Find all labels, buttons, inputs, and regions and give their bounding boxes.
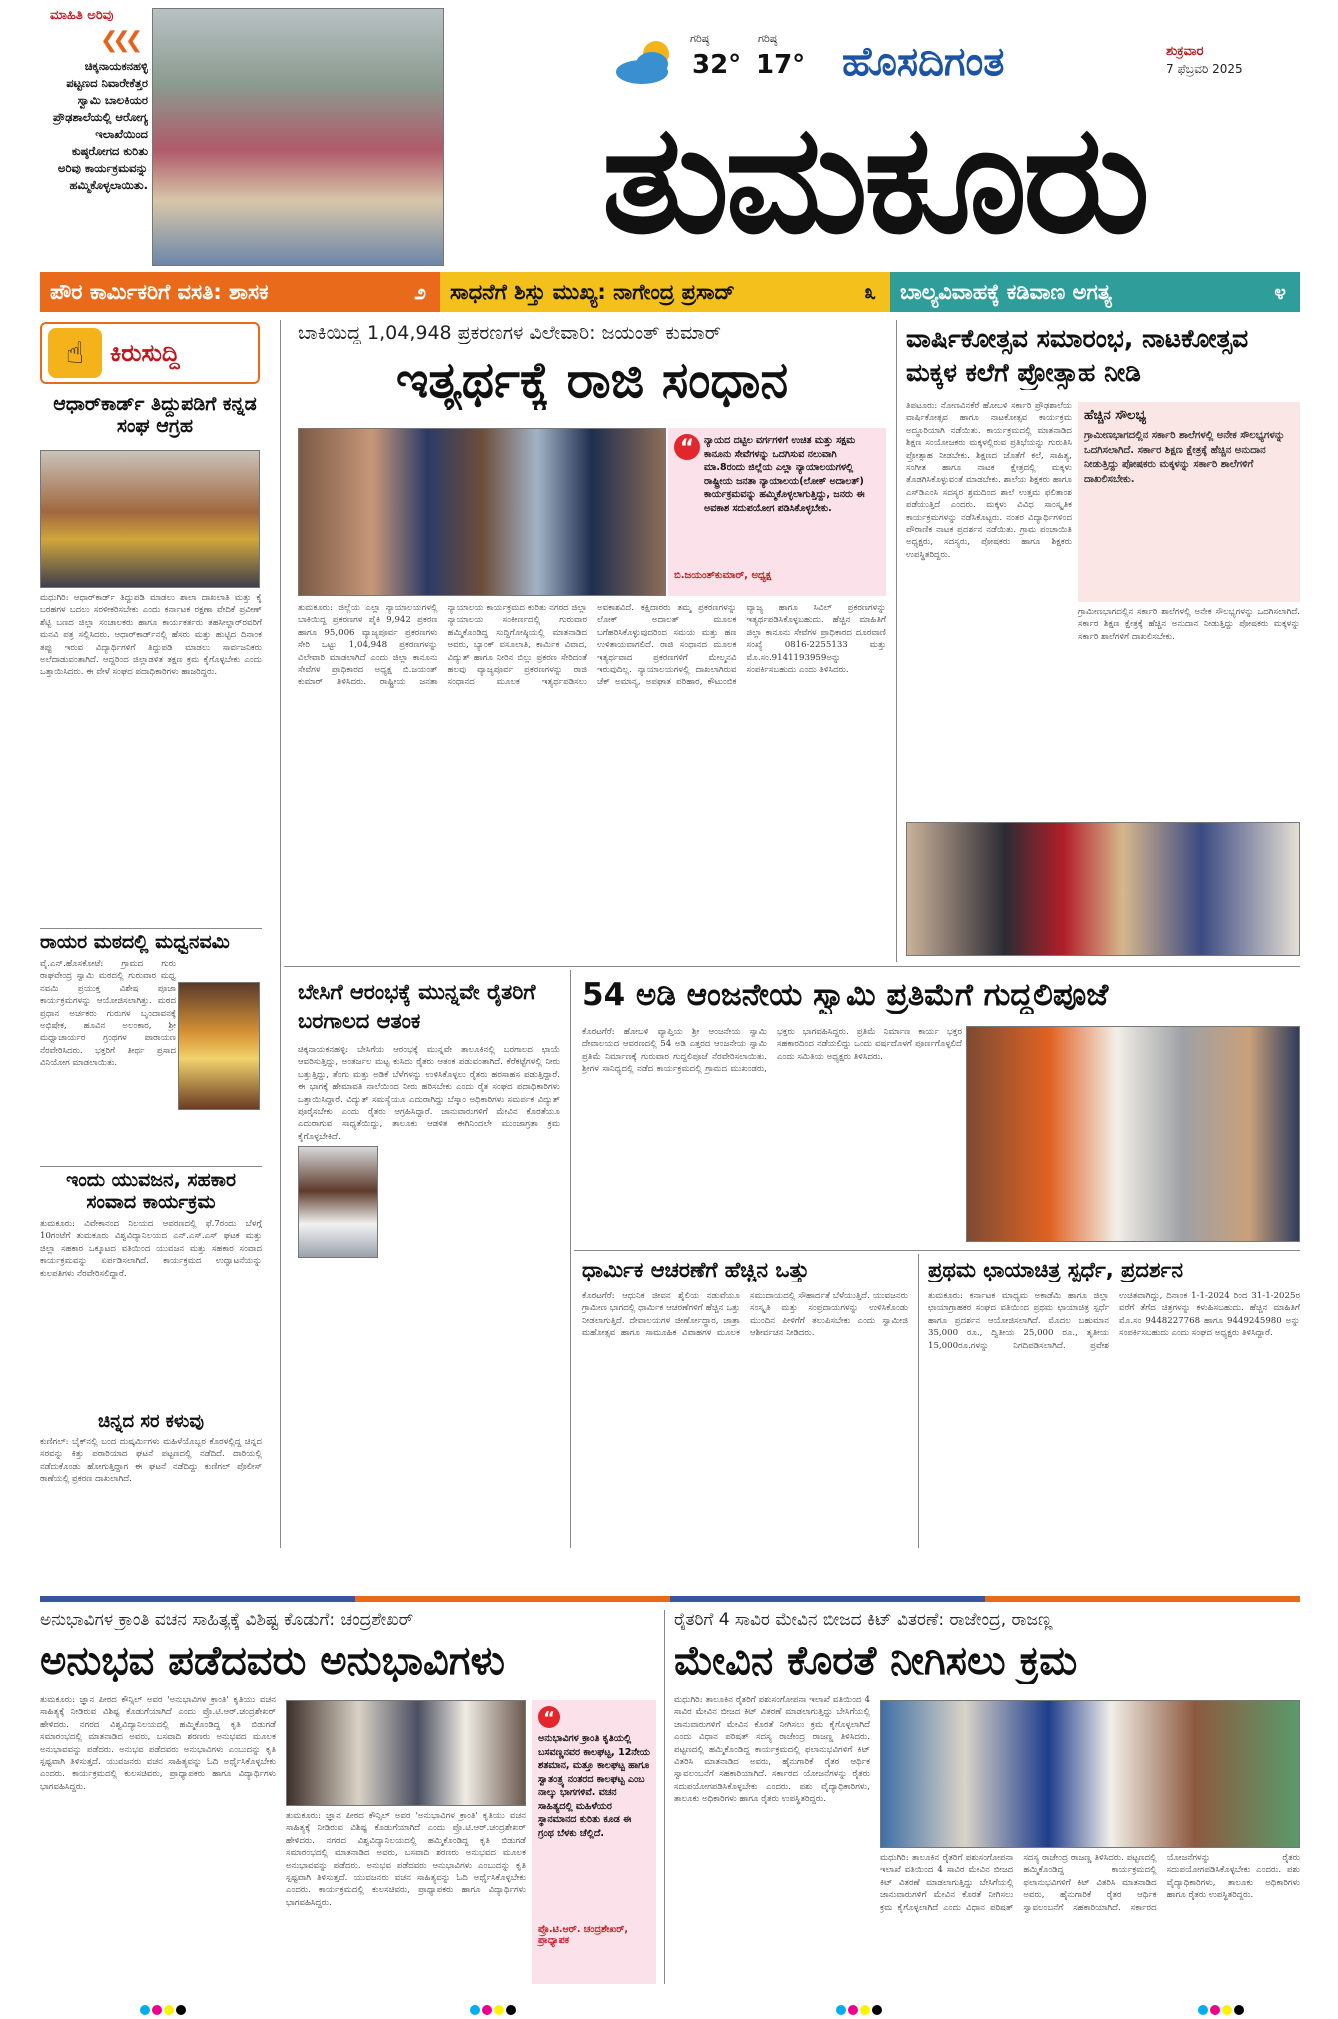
left-rule [40,928,262,929]
index-page-number: ೪ [1274,279,1286,304]
temp-max-label: ಗರಿಷ್ಠ [690,32,710,45]
temp-min: 17° [756,50,806,80]
lead-quote-author: ಬಿ.ಜಯಂತ್‌ಕುಮಾರ್, ಅಧ್ಯಕ್ಷ [674,570,772,581]
right-top-body-cont: ಗ್ರಾಮೀಣಭಾಗದಲ್ಲಿನ ಸರ್ಕಾರಿ ಶಾಲೆಗಳಲ್ಲಿ ಅನೇಕ ಸೌಲಭ್ಯಗಳನ್ನು ಒದಗಿಸಲಾಗಿದೆ. ಸರ್ಕಾರ ಶಿಕ್ಷಣ ಕ್ಷೇತ್ರಕ್ಕೆ ಹೆಚ್ಚಿನ ಅನುದಾನ ನೀಡುತ್ತಿದ್ದು ಪೋಷಕರು ಮಕ್ಕಳನ್ನು ಸರ್ಕಾರಿ ಶಾಲೆಗಳಿಗೆ ದಾಖಲಿಸಬೇಕು. [1078,607,1300,642]
right-top-box-title: ಹೆಚ್ಚಿನ ಸೌಲಭ್ಯ [1084,408,1147,423]
index-band-title: ಬಾಲ್ಯವಿವಾಹಕ್ಕೆ ಕಡಿವಾಣ ಅಗತ್ಯ [900,279,1112,304]
temp-max: 32° [692,50,742,80]
bottom-right-body-2: ಮಧುಗಿರಿ: ತಾಲೂಕಿನ ರೈತರಿಗೆ ಪಶುಸಂಗೋಪನಾ ಇಲಾಖೆ ವತಿಯಿಂದ 4 ಸಾವಿರ ಮೇವಿನ ಬೀಜದ ಕಿಟ್ ವಿತರಣೆ ಮಾಡಲಾಗುತ್ತಿದ್ದು ಬೇಸಿಗೆಯಲ್ಲಿ ಜಾನುವಾರುಗಳಿಗೆ ಮೇವಿನ ಕೊರತೆ ನೀಗಿಸಲು ಕ್ರಮ ಕೈಗೊಳ್ಳಲಾಗಿದೆ ಎಂದು ವಿಧಾನ ಪರಿಷತ್ ಸದಸ್ಯ ರಾಜೇಂದ್ರ ರಾಜಣ್ಣ ತಿಳಿಸಿದರು. ಪಟ್ಟಣದಲ್ಲಿ ಹಮ್ಮಿಕೊಂಡಿದ್ದ ಕಾರ್ಯಕ್ರಮದಲ್ಲಿ ಫಲಾನುಭವಿಗಳಿಗೆ ಕಿಟ್ ವಿತರಿಸಿ ಮಾತನಾಡಿದ ಅವರು, ಹೈನುಗಾರಿಕೆ ರೈತರ ಆರ್ಥಿಕ ಸ್ವಾವಲಂಬನೆಗೆ ಸಹಕಾರಿಯಾಗಿದೆ. ಸರ್ಕಾರದ ಯೋಜನೆಗಳನ್ನು ರೈತರು ಸದುಪಯೋಗಪಡಿಸಿಕೊಳ್ಳಬೇಕು ಎಂದರು. ಪಶು ವೈದ್ಯಾಧಿಕಾರಿಗಳು, ತಾಲೂಕು ಅಧಿಕಾರಿಗಳು ಹಾಗೂ ರೈತರು ಉಪಸ್ಥಿತರಿದ್ದರು. [880,1853,1300,1913]
bottom-left-quote-author: ಪ್ರೊ.ಟಿ.ಆರ್. ಚಂದ್ರಶೇಖರ್, ಪ್ರಾಧ್ಯಾಪಕ [538,1924,628,1946]
bottom-left-quote-box [532,1700,656,1984]
left-headline-4: ಚಿನ್ನದ ಸರ ಕಳುವು [97,1412,205,1432]
chevron-icons: ❮❮❮ [100,28,138,53]
quote-icon: “ [538,1706,560,1728]
farm-body: ಚಿಕ್ಕನಾಯಕನಹಳ್ಳಿ: ಬೇಸಿಗೆಯ ಆರಂಭಕ್ಕೆ ಮುನ್ನವೇ ತಾಲೂಕಿನಲ್ಲಿ ಬರಗಾಲದ ಛಾಯೆ ಆವರಿಸುತ್ತಿದ್ದು, ಅಂತರ್ಜಲ ಮಟ್ಟ ಕುಸಿದು ರೈತರು ಆತಂಕ ಪಡುವಂತಾಗಿದೆ. ಕೆರೆಕಟ್ಟೆಗಳಲ್ಲಿ ನೀರು ಬತ್ತುತ್ತಿದ್ದು, ತೆಂಗು ಮತ್ತು ಅಡಿಕೆ ಬೆಳೆಗಳನ್ನು ಉಳಿಸಿಕೊಳ್ಳಲು ರೈತರು ಹರಸಾಹಸ ಪಡುತ್ತಿದ್ದಾರೆ. ಈ ಭಾಗಕ್ಕೆ ಹೇಮಾವತಿ ನಾಲೆಯಿಂದ ನೀರು ಹರಿಸಬೇಕು ಎಂದು ರೈತ ಸಂಘದ ಪದಾಧಿಕಾರಿಗಳು ಒತ್ತಾಯಿಸಿದ್ದಾರೆ. ವಿದ್ಯುತ್ ಸಮಸ್ಯೆಯೂ ಎದುರಾಗಿದ್ದು ಬೆಸ್ಕಾಂ ಅಧಿಕಾರಿಗಳು ಸಮರ್ಪಕ ವಿದ್ಯುತ್ ಪೂರೈಸಬೇಕು ಎಂದು ರೈತರು ಆಗ್ರಹಿಸಿದ್ದಾರೆ. ಜಾನುವಾರುಗಳಿಗೆ ಮೇವಿನ ಕೊರತೆಯೂ ಎದುರಾಗುವ ಸಾಧ್ಯತೆಯಿದ್ದು, ತಾಲೂಕು ಆಡಳಿತ ಈಗಿನಿಂದಲೇ ಮುಂಜಾಗ್ರತಾ ಕ್ರಮ ಕೈಗೊಳ್ಳಬೇಕಿದೆ. [298,1045,560,1142]
quote-icon: “ [674,434,700,460]
farm-headline: ಬೇಸಿಗೆ ಆರಂಭಕ್ಕೆ ಮುನ್ನವೇ ರೈತರಿಗೆ ಬರಗಾಲದ ಆತಂಕ [298,980,536,1033]
column-rule [896,320,897,962]
bottom-right-body: ಮಧುಗಿರಿ: ತಾಲೂಕಿನ ರೈತರಿಗೆ ಪಶುಸಂಗೋಪನಾ ಇಲಾಖೆ ವತಿಯಿಂದ 4 ಸಾವಿರ ಮೇವಿನ ಬೀಜದ ಕಿಟ್ ವಿತರಣೆ ಮಾಡಲಾಗುತ್ತಿದ್ದು ಬೇಸಿಗೆಯಲ್ಲಿ ಜಾನುವಾರುಗಳಿಗೆ ಮೇವಿನ ಕೊರತೆ ನೀಗಿಸಲು ಕ್ರಮ ಕೈಗೊಳ್ಳಲಾಗಿದೆ ಎಂದು ವಿಧಾನ ಪರಿಷತ್ ಸದಸ್ಯ ರಾಜೇಂದ್ರ ರಾಜಣ್ಣ ತಿಳಿಸಿದರು. ಪಟ್ಟಣದಲ್ಲಿ ಹಮ್ಮಿಕೊಂಡಿದ್ದ ಕಾರ್ಯಕ್ರಮದಲ್ಲಿ ಫಲಾನುಭವಿಗಳಿಗೆ ಕಿಟ್ ವಿತರಿಸಿ ಮಾತನಾಡಿದ ಅವರು, ಹೈನುಗಾರಿಕೆ ರೈತರ ಆರ್ಥಿಕ ಸ್ವಾವಲಂಬನೆಗೆ ಸಹಕಾರಿಯಾಗಿದೆ. ಸರ್ಕಾರದ ಯೋಜನೆಗಳನ್ನು ರೈತರು ಸದುಪಯೋಗಪಡಿಸಿಕೊಳ್ಳಬೇಕು ಎಂದರು. ಪಶು ವೈದ್ಯಾಧಿಕಾರಿಗಳು, ತಾಲೂಕು ಅಧಿಕಾರಿಗಳು ಹಾಗೂ ರೈತರು ಉಪಸ್ಥಿತರಿದ್ದರು. [674,1695,870,1805]
index-band-title: ಪೌರ ಕಾರ್ಮಿಕರಿಗೆ ವಸತಿ: ಶಾಸಕ [50,279,269,304]
temp-min-label: ಗರಿಷ್ಠ [758,32,778,45]
left-body-4: ಕುಣಿಗಲ್: ಬೈಕ್‌ನಲ್ಲಿ ಬಂದ ದುಷ್ಕರ್ಮಿಗಳು ಮಹಿಳೆಯೊಬ್ಬರ ಕೊರಳಲ್ಲಿದ್ದ ಚಿನ್ನದ ಸರವನ್ನು ಕಿತ್ತು ಪರಾರಿಯಾದ ಘಟನೆ ಪಟ್ಟಣದಲ್ಲಿ ನಡೆದಿದೆ. ದಾರಿಯಲ್ಲಿ ನಡೆದುಕೊಂಡು ಹೋಗುತ್ತಿದ್ದಾಗ ಈ ಘಟನೆ ನಡೆದಿದ್ದು ಕುಣಿಗಲ್ ಪೊಲೀಸ್ ಠಾಣೆಯಲ್ಲಿ ಪ್ರಕರಣ ದಾಖಲಾಗಿದೆ. [40,1437,262,1485]
dharmika-body: ಕೊರಟಗೆರೆ: ಆಧುನಿಕ ಜೀವನ ಶೈಲಿಯ ನಡುವೆಯೂ ಗ್ರಾಮೀಣ ಭಾಗದಲ್ಲಿ ಧಾರ್ಮಿಕ ಆಚರಣೆಗಳಿಗೆ ಹೆಚ್ಚಿನ ಒತ್ತು ನೀಡಲಾಗುತ್ತಿದೆ. ದೇವಾಲಯಗಳ ಜೀರ್ಣೋದ್ಧಾರ, ಜಾತ್ರಾ ಮಹೋತ್ಸವ ಹಾಗೂ ಸಾಮೂಹಿಕ ವಿವಾಹಗಳ ಮೂಲಕ ಸಮುದಾಯದಲ್ಲಿ ಸೌಹಾರ್ದತೆ ಬೆಳೆಯುತ್ತಿದೆ. ಯುವಜನರು ಸಂಸ್ಕೃತಿ ಮತ್ತು ಸಂಪ್ರದಾಯಗಳನ್ನು ಉಳಿಸಿಕೊಂಡು ಮುಂದಿನ ಪೀಳಿಗೆಗೆ ತಲುಪಿಸಬೇಕು ಎಂದು ಸ್ವಾಮೀಜಿ ಆಶೀರ್ವಚನ ನೀಡಿದರು. [582,1291,908,1339]
index-band-3[interactable] [890,272,1300,312]
right-top-box-text: ಗ್ರಾಮೀಣಭಾಗದಲ್ಲಿನ ಸರ್ಕಾರಿ ಶಾಲೆಗಳಲ್ಲಿ ಅನೇಕ ಸೌಲಭ್ಯಗಳನ್ನು ಒದಗಿಸಲಾಗಿದೆ. ಸರ್ಕಾರ ಶಿಕ್ಷಣ ಕ್ಷೇತ್ರಕ್ಕೆ ಹೆಚ್ಚಿನ ಅನುದಾನ ನೀಡುತ್ತಿದ್ದು ಪೋಷಕರು ಮಕ್ಕಳನ್ನು ಸರ್ಕಾರಿ ಶಾಲೆಗಳಿಗೆ ದಾಖಲಿಸಬೇಕು. [1084,430,1285,485]
left-body-2: ವೈ.ಎನ್.ಹೊಸಕೋಟೆ: ಗ್ರಾಮದ ಗುರು ರಾಘವೇಂದ್ರ ಸ್ವಾಮಿ ಮಠದಲ್ಲಿ ಗುರುವಾರ ಮಧ್ವ ನವಮಿ ಪ್ರಯುಕ್ತ ವಿಶೇಷ ಪೂಜಾ ಕಾರ್ಯಕ್ರಮಗಳನ್ನು ಆಯೋಜಿಸಲಾಗಿತ್ತು. ಮಠದ ಪ್ರಧಾನ ಅರ್ಚಕರು ಗುರುಗಳ ಬೃಂದಾವನಕ್ಕೆ ಅಭಿಷೇಕ, ಹೂವಿನ ಅಲಂಕಾರ, ಶ್ರೀ ಮಧ್ವಾಚಾರ್ಯರ ಗ್ರಂಥಗಳ ಪಾರಾಯಣ ನೆರವೇರಿಸಿದರು. ಭಕ್ತರಿಗೆ ತೀರ್ಥ ಪ್ರಸಾದ ವಿನಿಯೋಗ ಮಾಡಲಾಯಿತು. [40,959,176,1069]
info-tag: ಮಾಹಿತಿ ಅರಿವು [50,8,114,23]
info-text: ಚಿಕ್ಕನಾಯಕನಹಳ್ಳಿ ಪಟ್ಟಣದ ನಿವಾರೇಕೆತ್ತರ ಸ್ವಾಮಿ ಬಾಲಕಿಯರ ಪ್ರೌಢಶಾಲೆಯಲ್ಲಿ ಆರೋಗ್ಯ ಇಲಾಖೆಯಿಂದ ಕುಷ್ಠರೋಗದ ಕುರಿತು ಅರಿವು ಕಾರ್ಯಕ್ರಮವನ್ನು ಹಮ್ಮಿಕೊಳ್ಳಲಾಯಿತು. [53,59,148,192]
index-band-2[interactable] [440,272,890,312]
column-rule [664,1610,665,1984]
column-rule [280,320,281,1548]
index-band-title: ಸಾಧನೆಗೆ ಶಿಸ್ತು ಮುಖ್ಯ: ನಾಗೇಂದ್ರ ಪ್ರಸಾದ್ [450,279,735,304]
dharmika-headline: ಧಾರ್ಮಿಕ ಆಚರಣೆಗೆ ಹೆಚ್ಚಿನ ಒತ್ತು [582,1258,810,1282]
anj-headline: 54 ಅಡಿ ಆಂಜನೇಯ ಸ್ವಾಮಿ ಪ್ರತಿಮೆಗೆ ಗುದ್ದಲಿಪೂಜೆ [582,978,1109,1013]
right-top-body: ತಿಪಟೂರು: ನೋಣವಿನಕೆರೆ ಹೋಬಳಿ ಸರ್ಕಾರಿ ಪ್ರೌಢಶಾಲೆಯ ವಾರ್ಷಿಕೋತ್ಸವ ಹಾಗೂ ನಾಟಕೋತ್ಸವ ಕಾರ್ಯಕ್ರಮ ಅದ್ಧೂರಿಯಾಗಿ ನಡೆಯಿತು. ಕಾರ್ಯಕ್ರಮದಲ್ಲಿ ಮಾತನಾಡಿದ ಶಿಕ್ಷಣ ಸಂಯೋಜಕರು ಮಕ್ಕಳಲ್ಲಿರುವ ಪ್ರತಿಭೆಯನ್ನು ಗುರುತಿಸಿ ಪ್ರೋತ್ಸಾಹ ನೀಡಬೇಕು. ಶಿಕ್ಷಣದ ಜೊತೆಗೆ ಕಲೆ, ಸಾಹಿತ್ಯ, ಸಂಗೀತ ಹಾಗೂ ನಾಟಕ ಕ್ಷೇತ್ರದಲ್ಲಿ ಮಕ್ಕಳು ತೊಡಗಿಸಿಕೊಳ್ಳುವಂತೆ ಮಾಡಬೇಕು. ಶಾಲೆಯ ಶಿಕ್ಷಕರು ಹಾಗೂ ಎಸ್‌ಡಿಎಂಸಿ ಸದಸ್ಯರ ಶ್ರಮದಿಂದ ಶಾಲೆ ಉತ್ತಮ ಫಲಿತಾಂಶ ಪಡೆಯುತ್ತಿದೆ ಎಂದರು. ಮಕ್ಕಳು ವಿವಿಧ ಸಾಂಸ್ಕೃತಿಕ ಕಾರ್ಯಕ್ರಮಗಳನ್ನು ನಡೆಸಿಕೊಟ್ಟರು. ನಂತರ ವಿದ್ಯಾರ್ಥಿಗಳಿಂದ ಪೌರಾಣಿಕ ನಾಟಕ ಪ್ರದರ್ಶನ ನಡೆಯಿತು. ಗ್ರಾಮ ಪಂಚಾಯಿತಿ ಅಧ್ಯಕ್ಷರು, ಸದಸ್ಯರು, ಪೋಷಕರು ಹಾಗೂ ಶಿಕ್ಷಕರು ಉಪಸ್ಥಿತರಿದ್ದರು. [906,401,1072,560]
lead-headline: ಇತ್ಯರ್ಥಕ್ಕೆ ರಾಜಿ ಸಂಧಾನ [395,352,789,409]
left-photo-1 [40,450,260,588]
right-top-box [1078,402,1300,602]
left-rule [40,1166,262,1167]
photo-contest-headline: ಪ್ರಥಮ ಛಾಯಾಚಿತ್ರ ಸ್ಪರ್ಧೆ, ಪ್ರದರ್ಶನ [928,1258,1184,1282]
hand-icon: ☝ [48,328,102,378]
section-rule [284,966,1300,967]
info-photo [152,8,444,266]
registration-marks [140,2005,186,2015]
lead-quote-text: ನ್ಯಾಯದ ದಟ್ಟಿಲ ವರ್ಗಗಳಿಗೆ ಉಚಿತ ಮತ್ತು ಸಕ್ಷಮ ಕಾನೂನು ಸೇವೆಗಳನ್ನು ಒದಗಿಸುವ ನಲುವಾಗಿ ಮಾ.8ರಂದು ಜಿಲ್ಲೆಯ ಎಲ್ಲಾ ನ್ಯಾಯಾಲಯಗಳಲ್ಲಿ ರಾಷ್ಟ್ರೀಯ ಜನತಾ ನ್ಯಾಯಾಲಯ(ಲೋಕ್ ಅದಾಲತ್) ಕಾರ್ಯಕ್ರಮವನ್ನು ಹಮ್ಮಿಕೊಳ್ಳಲಾಗುತ್ತಿದ್ದು, ಜನರು ಈ ಅವಕಾಶ ಸದುಪಯೋಗ ಪಡಿಸಿಕೊಳ್ಳಬೇಕು. [704,435,865,514]
lead-photo [298,428,666,596]
photo-contest-body: ತುಮಕೂರು: ಕರ್ನಾಟಕ ಮಾಧ್ಯಮ ಅಕಾಡೆಮಿ ಹಾಗೂ ಜಿಲ್ಲಾ ಛಾಯಾಗ್ರಾಹಕರ ಸಂಘದ ವತಿಯಿಂದ ಪ್ರಥಮ ಛಾಯಾಚಿತ್ರ ಸ್ಪರ್ಧೆ ಹಾಗೂ ಪ್ರದರ್ಶನ ಆಯೋಜಿಸಲಾಗಿದೆ. ಮೊದಲ ಬಹುಮಾನ 35,000 ರೂ., ದ್ವಿತೀಯ 25,000 ರೂ., ತೃತೀಯ 15,000ರೂ.ಗಳನ್ನು ನಿಗದಿಪಡಿಸಲಾಗಿದೆ. ಪ್ರವೇಶ ಉಚಿತವಾಗಿದ್ದು, ದಿನಾಂಕ 1-1-2024 ರಿಂದ 31-1-2025ರ ವರೆಗೆ ತೆಗೆದ ಚಿತ್ರಗಳನ್ನು ಕಳುಹಿಸಬಹುದು. ಹೆಚ್ಚಿನ ಮಾಹಿತಿಗೆ ಮೊ.ಸಂ 9448227768 ಹಾಗೂ 9449245980 ಅನ್ನು ಸಂಪರ್ಕಿಸಬಹುದು ಎಂದು ಸಂಘದ ಅಧ್ಯಕ್ಷರು ತಿಳಿಸಿದ್ದಾರೆ. [928,1291,1300,1351]
brand-logo: ಹೊಸದಿಗಂತ [842,39,1005,85]
bottom-left-photo [286,1700,526,1806]
column-rule [570,970,571,1548]
lead-quote-box [668,428,886,596]
left-body-1: ಮಧುಗಿರಿ: ಆಧಾರ್‌ಕಾರ್ಡ್ ತಿದ್ದುಪಡಿ ಮಾಡಲು ಶಾಲಾ ದಾಖಲಾತಿ ಮತ್ತು ಕೈ ಬರಹಗಳ ಬದಲು ಸರಳೀಕರಿಸಬೇಕು ಎಂದು ಕರ್ನಾಟಕ ರಕ್ಷಣಾ ವೇದಿಕೆ ಪ್ರವೀಣ್ ಶೆಟ್ಟಿ ಬಣದ ಜಿಲ್ಲಾ ಸಂಚಾಲಕರು ಹಾಗೂ ಕಾರ್ಯಕರ್ತರು ತಹಸೀಲ್ದಾರ್‌ರವರಿಗೆ ಮನವಿ ಪತ್ರ ಸಲ್ಲಿಸಿದರು. ಆಧಾರ್‌ಕಾರ್ಡ್‌ನಲ್ಲಿ ಹೆಸರು ಮತ್ತು ಹುಟ್ಟಿದ ದಿನಾಂಕ ತಪ್ಪು ಇರುವ ವಿದ್ಯಾರ್ಥಿಗಳಿಗೆ ತಿದ್ದುಪಡಿ ಮಾಡಲು ಸಾರ್ವಜನಿಕರು ಅಲೆದಾಡುವಂತಾಗಿದೆ. ಆದ್ದರಿಂದ ಜಿಲ್ಲಾಡಳಿತ ತಕ್ಷಣ ಕ್ರಮ ಕೈಗೊಳ್ಳಬೇಕು ಎಂದು ಒತ್ತಾಯಿಸಿದರು. ಈ ವೇಳೆ ಸಂಘದ ಪದಾಧಿಕಾರಿಗಳು ಹಾಜರಿದ್ದರು. [40,593,262,678]
index-page-number: ೨ [414,279,426,304]
bottom-left-body: ತುಮಕೂರು: ಜ್ಞಾನ ಪೀಠದ ಕೌನ್ಸಿಲ್ ಅವರ 'ಅನುಭಾವಿಗಳ ಕ್ರಾಂತಿ' ಕೃತಿಯು ವಚನ ಸಾಹಿತ್ಯಕ್ಕೆ ನೀಡಿರುವ ವಿಶಿಷ್ಟ ಕೊಡುಗೆಯಾಗಿದೆ ಎಂದು ಪ್ರೊ.ಟಿ.ಆರ್.ಚಂದ್ರಶೇಖರ್ ಹೇಳಿದರು. ನಗರದ ವಿಶ್ವವಿದ್ಯಾನಿಲಯದಲ್ಲಿ ಹಮ್ಮಿಕೊಂಡಿದ್ದ ಕೃತಿ ಬಿಡುಗಡೆ ಸಮಾರಂಭದಲ್ಲಿ ಮಾತನಾಡಿದ ಅವರು, ಬಸವಾದಿ ಶರಣರು ಅನುಭವದ ಮೂಲಕ ಅನುಭಾವವನ್ನು ಪಡೆದರು. ಅನುಭವ ಪಡೆದವರು ಅನುಭಾವಿಗಳು ಎಂಬುದನ್ನು ಕೃತಿ ಸ್ಪಷ್ಟವಾಗಿ ತಿಳಿಸುತ್ತದೆ. ಯುವಜನರು ವಚನ ಸಾಹಿತ್ಯವನ್ನು ಓದಿ ಅರ್ಥೈಸಿಕೊಳ್ಳಬೇಕು ಎಂದರು. ಕಾರ್ಯಕ್ರಮದಲ್ಲಿ ಕುಲಸಚಿವರು, ಪ್ರಾಧ್ಯಾಪಕರು ಹಾಗೂ ವಿದ್ಯಾರ್ಥಿಗಳು ಭಾಗವಹಿಸಿದ್ದರು. [40,1695,276,1792]
bottom-right-headline: ಮೇವಿನ ಕೊರತೆ ನೀಗಿಸಲು ಕ್ರಮ [674,1638,1078,1684]
kiru-suddi-logo [40,322,260,384]
issue-date: 7 ಫೆಬ್ರವರಿ 2025 [1166,62,1243,76]
kiru-suddi-text: ಕಿರುಸುದ್ದಿ [110,339,180,367]
registration-marks [836,2005,882,2015]
section-rule [574,1250,1300,1251]
registration-marks [1198,2005,1244,2015]
anj-photo [966,1026,1300,1242]
bottom-right-photo [880,1700,1300,1848]
registration-marks [470,2005,516,2015]
anj-body: ಕೊರಟಗೆರೆ: ಹೋಬಳಿ ವ್ಯಾಪ್ತಿಯ ಶ್ರೀ ಆಂಜನೇಯ ಸ್ವಾಮಿ ದೇವಾಲಯದ ಆವರಣದಲ್ಲಿ 54 ಅಡಿ ಎತ್ತರದ ಆಂಜನೇಯ ಸ್ವಾಮಿ ಪ್ರತಿಮೆ ನಿರ್ಮಾಣಕ್ಕೆ ಗುರುವಾರ ಗುದ್ದಲಿಪೂಜೆ ನೆರವೇರಿಸಲಾಯಿತು. ಶ್ರೀಗಳ ಸಾನಿಧ್ಯದಲ್ಲಿ ನಡೆದ ಕಾರ್ಯಕ್ರಮದಲ್ಲಿ ಗ್ರಾಮದ ಮುಖಂಡರು, ಭಕ್ತರು ಭಾಗವಹಿಸಿದ್ದರು. ಪ್ರತಿಮೆ ನಿರ್ಮಾಣ ಕಾರ್ಯ ಭಕ್ತರ ಸಹಕಾರದಿಂದ ನಡೆಯಲಿದ್ದು ಒಂದು ವರ್ಷದೊಳಗೆ ಪೂರ್ಣಗೊಳ್ಳಲಿದೆ ಎಂದು ಸಮಿತಿಯ ಅಧ್ಯಕ್ಷರು ತಿಳಿಸಿದರು. [582,1027,962,1075]
weather-icon [612,36,682,86]
city-title: ತುಮಕೂರು [601,93,1147,267]
bottom-left-body-2: ತುಮಕೂರು: ಜ್ಞಾನ ಪೀಠದ ಕೌನ್ಸಿಲ್ ಅವರ 'ಅನುಭಾವಿಗಳ ಕ್ರಾಂತಿ' ಕೃತಿಯು ವಚನ ಸಾಹಿತ್ಯಕ್ಕೆ ನೀಡಿರುವ ವಿಶಿಷ್ಟ ಕೊಡುಗೆಯಾಗಿದೆ ಎಂದು ಪ್ರೊ.ಟಿ.ಆರ್.ಚಂದ್ರಶೇಖರ್ ಹೇಳಿದರು. ನಗರದ ವಿಶ್ವವಿದ್ಯಾನಿಲಯದಲ್ಲಿ ಹಮ್ಮಿಕೊಂಡಿದ್ದ ಕೃತಿ ಬಿಡುಗಡೆ ಸಮಾರಂಭದಲ್ಲಿ ಮಾತನಾಡಿದ ಅವರು, ಬಸವಾದಿ ಶರಣರು ಅನುಭವದ ಮೂಲಕ ಅನುಭಾವವನ್ನು ಪಡೆದರು. ಅನುಭವ ಪಡೆದವರು ಅನುಭಾವಿಗಳು ಎಂಬುದನ್ನು ಕೃತಿ ಸ್ಪಷ್ಟವಾಗಿ ತಿಳಿಸುತ್ತದೆ. ಯುವಜನರು ವಚನ ಸಾಹಿತ್ಯವನ್ನು ಓದಿ ಅರ್ಥೈಸಿಕೊಳ್ಳಬೇಕು ಎಂದರು. ಕಾರ್ಯಕ್ರಮದಲ್ಲಿ ಕುಲಸಚಿವರು, ಪ್ರಾಧ್ಯಾಪಕರು ಹಾಗೂ ವಿದ್ಯಾರ್ಥಿಗಳು ಭಾಗವಹಿಸಿದ್ದರು. [286,1811,526,1908]
bottom-left-quote-text: ಅನುಭಾವಿಗಳ ಕ್ರಾಂತಿ ಕೃತಿಯಲ್ಲಿ ಬಸವಣ್ಣನವರ ಕಾಲಘಟ್ಟ, 12ನೇಯ ಶತಮಾನ, ಮತ್ತೂ ಕಾಲಘಟ್ಟ ಹಾಗೂ ಸ್ವಾತಂತ್ರ್ಯ ನಂತರದ ಕಾಲಘಟ್ಟ ಎಂಬ ನಾಲ್ಕು ಭಾಗಗಳಿವೆ. ವಚನ ಸಾಹಿತ್ಯದಲ್ಲಿ ಮಹಿಳೆಯರ ಸ್ಥಾನಮಾನದ ಕುರಿತು ಕೂಡ ಈ ಗ್ರಂಥ ಬೆಳಕು ಚೆಲ್ಲಿದೆ. [538,1733,650,1839]
bottom-left-headline: ಅನುಭವ ಪಡೆದವರು ಅನುಭಾವಿಗಳು [40,1638,505,1684]
index-page-number: ೩ [864,279,876,304]
left-photo-2 [178,982,260,1110]
issue-day: ಶುಕ್ರವಾರ [1166,44,1204,59]
left-headline-3: ಇಂದು ಯುವಜನ, ಸಹಕಾರ ಸಂವಾದ ಕಾರ್ಯಕ್ರಮ [65,1170,237,1213]
left-headline-2: ರಾಯರ ಮಠದಲ್ಲಿ ಮಧ್ವನವಮಿ [40,932,230,953]
right-top-photo [906,822,1300,956]
right-top-headline: ವಾರ್ಷಿಕೋತ್ಸವ ಸಮಾರಂಭ, ನಾಟಕೋತ್ಸವ ಮಕ್ಕಳ ಕಲೆಗೆ ಪ್ರೋತ್ಸಾಹ ನೀಡಿ [906,324,1249,387]
left-headline-1: ಆಧಾರ್‌ಕಾರ್ಡ್ ತಿದ್ದುಪಡಿಗೆ ಕನ್ನಡ ಸಂಘ ಆಗ್ರಹ [53,394,257,437]
index-band-1[interactable] [40,272,440,312]
bottom-left-kicker: ಅನುಭಾವಿಗಳ ಕ್ರಾಂತಿ ವಚನ ಸಾಹಿತ್ಯಕ್ಕೆ ವಿಶಿಷ್ಟ ಕೊಡುಗೆ: ಚಂದ್ರಶೇಖರ್ [40,1610,414,1630]
bottom-right-kicker: ರೈತರಿಗೆ 4 ಸಾವಿರ ಮೇವಿನ ಬೀಜದ ಕಿಟ್ ವಿತರಣೆ: ರಾಜೇಂದ್ರ, ರಾಜಣ್ಣ [674,1610,1053,1630]
left-body-3: ತುಮಕೂರು: ವಿವೇಕಾನಂದ ನಿಲಯದ ಆವರಣದಲ್ಲಿ ಫೆ.7ರಂದು ಬೆಳಗ್ಗೆ 10ಗಂಟೆಗೆ ತುಮಕೂರು ವಿಶ್ವವಿದ್ಯಾನಿಲಯದ ಎನ್.ಎಸ್.ಎಸ್ ಘಟಕ ಮತ್ತು ಜಿಲ್ಲಾ ಸಹಕಾರ ಒಕ್ಕೂಟದ ವತಿಯಿಂದ ಯುವಜನ ಮತ್ತು ಸಹಕಾರ ಸಂವಾದ ಕಾರ್ಯಕ್ರಮವನ್ನು ಏರ್ಪಡಿಸಲಾಗಿದೆ. ಕಾರ್ಯಕ್ರಮದ ಉದ್ಘಾಟನೆಯನ್ನು ಕುಲಪತಿಗಳು ನೆರವೇರಿಸಲಿದ್ದಾರೆ. [40,1219,262,1279]
column-rule [918,1254,919,1548]
lead-kicker: ಬಾಕಿಯಿದ್ದ 1,04,948 ಪ್ರಕರಣಗಳ ವಿಲೇವಾರಿ: ಜಯಂತ್ ಕುಮಾರ್ [298,322,721,344]
lead-body: ತುಮಕೂರು: ಜಿಲ್ಲೆಯ ಎಲ್ಲಾ ನ್ಯಾಯಾಲಯಗಳಲ್ಲಿ ಬಾಕಿಯಿದ್ದ ಪ್ರಕರಣಗಳ ಪೈಕಿ 9,942 ಪ್ರಕರಣ ಹಾಗೂ 95,006 ವ್ಯಾಜ್ಯಪೂರ್ವ ಪ್ರಕರಣಗಳು ಸೇರಿ ಒಟ್ಟು 1,04,948 ಪ್ರಕರಣಗಳನ್ನು ವಿಲೇವಾರಿ ಮಾಡಲಾಗಿದೆ ಎಂದು ಜಿಲ್ಲಾ ಕಾನೂನು ಸೇವೆಗಳ ಪ್ರಾಧಿಕಾರದ ಅಧ್ಯಕ್ಷ ಬಿ.ಜಯಂತ್ ಕುಮಾರ್ ತಿಳಿಸಿದರು. ರಾಷ್ಟ್ರೀಯ ಜನತಾ ನ್ಯಾಯಾಲಯ ಕಾರ್ಯಕ್ರಮದ ಕುರಿತು ನಗರದ ಜಿಲ್ಲಾ ನ್ಯಾಯಾಲಯ ಸಂಕೀರ್ಣದಲ್ಲಿ ಗುರುವಾರ ಹಮ್ಮಿಕೊಂಡಿದ್ದ ಸುದ್ದಿಗೋಷ್ಠಿಯಲ್ಲಿ ಮಾತನಾಡಿದ ಅವರು, ಬ್ಯಾಂಕ್ ವಸೂಲಾತಿ, ಕಾರ್ಮಿಕ ವಿವಾದ, ವಿದ್ಯುತ್ ಹಾಗೂ ನೀರಿನ ಬಿಲ್ಲು ಪ್ರಕರಣ ಸೇರಿದಂತೆ ಹಲವು ವ್ಯಾಜ್ಯಪೂರ್ವ ಪ್ರಕರಣಗಳನ್ನು ರಾಜಿ ಸಂಧಾನದ ಮೂಲಕ ಇತ್ಯರ್ಥಪಡಿಸಲು ಅವಕಾಶವಿದೆ. ಕಕ್ಷಿದಾರರು ತಮ್ಮ ಪ್ರಕರಣಗಳನ್ನು ಲೋಕ್ ಅದಾಲತ್ ಮೂಲಕ ಬಗೆಹರಿಸಿಕೊಳ್ಳುವುದರಿಂದ ಸಮಯ ಮತ್ತು ಹಣ ಉಳಿತಾಯವಾಗಲಿದೆ. ರಾಜಿ ಸಂಧಾನದ ಮೂಲಕ ಇತ್ಯರ್ಥವಾದ ಪ್ರಕರಣಗಳಿಗೆ ಮೇಲ್ಮನವಿ ಇರುವುದಿಲ್ಲ. ನ್ಯಾಯಾಲಯಗಳಲ್ಲಿ ದಾಖಲಾಗಿರುವ ಚೆಕ್ ಅಮಾನ್ಯ, ಅಪಘಾತ ಪರಿಹಾರ, ಕೌಟುಂಬಿಕ ವ್ಯಾಜ್ಯ ಹಾಗೂ ಸಿವಿಲ್ ಪ್ರಕರಣಗಳನ್ನು ಇತ್ಯರ್ಥಪಡಿಸಿಕೊಳ್ಳಬಹುದು. ಹೆಚ್ಚಿನ ಮಾಹಿತಿಗೆ ಜಿಲ್ಲಾ ಕಾನೂನು ಸೇವೆಗಳ ಪ್ರಾಧಿಕಾರದ ದೂರವಾಣಿ ಸಂಖ್ಯೆ 0816-2255133 ಮತ್ತು ಮೊ.ಸಂ.9141193959ಅನ್ನು ಸಂಪರ್ಕಿಸಬಹುದು ಎಂದು ತಿಳಿಸಿದರು. [298,603,886,688]
bottom-divider-bar [40,1596,1300,1602]
